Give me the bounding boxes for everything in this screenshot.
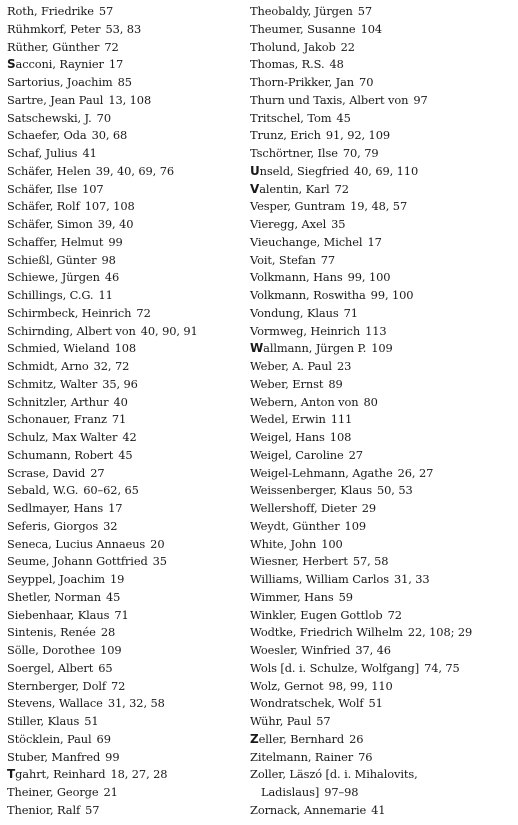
index-entry-pages: 40 [113,394,128,409]
index-entry-pages: 46 [104,270,120,285]
section-initial-letter: V [250,181,260,196]
index-entry-name: Volkmann, Roswitha [250,288,366,302]
index-entry-pages: 13, 108 [108,92,152,107]
index-entry-name: Vieregg, Axel [250,217,327,231]
index-entry [250,482,512,500]
index-entry [7,163,245,181]
index-entry-name: Scrase, David [7,465,86,480]
section-initial-letter: S [7,57,16,72]
index-entry [7,340,245,358]
index-entry-name: Woesler, Winfried [250,643,351,657]
section-initial-letter: T [7,767,16,782]
index-entry [250,536,512,554]
index-entry-pages: 22, 108; 29 [407,625,473,640]
index-entry [250,127,512,145]
index-entry [250,749,512,767]
index-entry-pages: 108 [329,430,352,444]
index-entry-name: Weydt, Günther [250,518,340,533]
index-entry [250,234,512,252]
index-entry-pages: 99, 100 [347,270,391,285]
index-entry-name: Williams, William Carlos [250,572,389,586]
index-entry-name: Vormweg, Heinrich [250,323,361,338]
index-entry-name: Webern, Anton von [250,394,359,409]
index-entry [7,145,245,163]
index-entry [250,305,512,323]
index-entry [7,749,245,767]
index-entry-pages: 98, 99, 110 [328,678,393,693]
index-entry-name: Seyppel, Joachim [7,572,105,586]
index-entry-pages: 91, 92, 109 [325,128,391,143]
index-entry-name: Schumann, Robert [7,447,114,462]
index-entry [7,74,245,92]
index-entry [250,198,512,216]
index-entry [250,21,512,39]
index-entry-name: Schmied, Wieland [7,341,110,356]
index-entry-pages: 57 [316,714,331,728]
index-entry-pages: 37, 46 [355,643,391,657]
index-entry-name: Stiller, Klaus [7,714,80,728]
index-entry-pages: 100 [321,536,343,551]
index-entry [7,21,245,39]
index-entry [7,607,245,625]
index-entry-pages: 71 [111,412,127,427]
index-entry [7,571,245,589]
index-entry-name: Sölle, Dorothee [7,643,96,657]
index-entry-pages: 21 [103,785,118,799]
index-entry-name: Zornack, Annemarie [250,802,367,817]
index-entry-name: Theiner, George [7,785,99,799]
index-entry [7,536,245,554]
index-entry [7,589,245,607]
index-entry-name: Schillings, C.G. [7,288,94,302]
index-entry [7,3,245,21]
index-entry-name: Thurn und Taxis, Albert von [250,92,409,107]
index-entry [250,269,512,287]
index-entry-name: Schmidt, Arno [7,359,89,373]
index-entry-name: Zoller, Läszó [d. i. Mihalovits, [250,767,418,782]
index-entry-name: Zitelmann, Rainer [250,749,354,764]
index-entry-name: Wiesner, Herbert [250,554,348,569]
index-entry-name: Weissenberger, Klaus [250,483,372,498]
index-entry-name: Tschörtner, Ilse [250,146,338,160]
index-entry-pages: 18, 27, 28 [110,767,168,782]
index-entry-pages: 107 [82,181,104,196]
index-entry [7,802,245,820]
index-entry [250,340,512,358]
index-entry-name: Trunz, Erich [250,128,321,143]
index-entry-name: Schäfer, Helen [7,163,91,178]
index-entry-pages: 39, 40 [97,217,134,231]
index-entry [7,447,245,465]
index-entry [250,145,512,163]
index-entry-pages: 80 [363,394,378,409]
index-entry-pages: 70 [359,75,374,89]
index-entry-pages: 111 [330,412,353,427]
index-entry-name: Theumer, Susanne [250,21,356,36]
section-initial-letter: W [250,341,264,356]
index-entry-name: Weigel, Caroline [250,447,344,462]
index-entry-pages: 50, 53 [377,483,413,498]
index-entry-pages: 71 [343,305,358,320]
index-entry-pages: 97 [413,92,428,107]
index-entry [250,181,512,199]
index-entry [250,571,512,589]
index-column-right [250,3,512,820]
index-entry [250,163,512,181]
index-entry-pages: 72 [111,678,126,693]
index-entry-name: Stevens, Wallace [7,696,103,711]
index-entry-name: Stuber, Manfred [7,749,101,764]
index-entry-name: Wodtke, Friedrich Wilhelm [250,625,403,640]
index-entry-pages: 11 [98,288,113,302]
index-entry-pages: 69 [96,731,111,746]
index-entry [7,92,245,110]
index-entry-pages: 17 [108,501,123,515]
index-column-left [7,3,245,820]
index-entry-name: Schießl, Günter [7,252,97,267]
index-entry-pages: 28 [100,625,116,640]
index-entry-name: Sternberger, Dolf [7,678,106,693]
index-entry [250,216,512,234]
index-entry [7,660,245,678]
index-entry [7,624,245,642]
index-entry-name: Roth, Friedrike [7,4,94,18]
index-entry [7,678,245,696]
index-entry-name: Shetler, Norman [7,589,101,604]
index-entry-name: Wühr, Paul [250,714,312,728]
index-entry-name: Tholund, Jakob [250,39,336,54]
index-entry-pages: 109 [344,518,366,533]
index-entry [250,589,512,607]
index-entry-pages: 35 [331,217,346,231]
index-entry-name: Schäfer, Ilse [7,181,78,196]
index-entry-pages: 51 [368,696,383,711]
index-entry-name: Schirnding, Albert von [7,323,136,338]
index-entry-name: Weigel, Hans [250,430,325,444]
index-entry-name: Weber, Ernst [250,376,324,391]
index-entry-name: Stöcklein, Paul [7,731,92,746]
index-entry-pages: 27 [90,465,105,480]
index-entry [7,429,245,447]
index-entry-name: Thomas, R.S. [250,57,325,72]
index-entry-name: Wallmann, Jürgen P. [250,341,367,356]
index-entry [250,553,512,571]
index-entry [7,642,245,660]
index-entry-name: Wellershoff, Dieter [250,501,357,515]
index-entry-name: Wedel, Erwin [250,412,326,427]
index-entry-name: Ladislaus] [261,785,320,799]
index-entry-pages: 19 [109,572,125,586]
index-entry [7,713,245,731]
index-entry-pages: 72 [104,39,119,54]
index-entry [250,713,512,731]
index-entry-pages: 42 [122,430,137,444]
index-entry-pages: 41 [82,146,97,160]
index-entry [7,269,245,287]
index-entry-pages: 71 [114,607,129,622]
index-entry-name: Siebenhaar, Klaus [7,607,110,622]
index-entry [250,429,512,447]
index-entry-name: Tgahrt, Reinhard [7,767,106,782]
index-entry-name: Schaf, Julius [7,146,78,160]
index-entry [7,39,245,57]
index-entry [7,323,245,341]
index-entry-pages: 32 [103,518,118,533]
index-entry-pages: 17 [108,57,124,72]
index-entry [250,784,512,802]
index-entry [7,287,245,305]
index-entry-pages: 29 [361,501,376,515]
index-entry-pages: 99 [108,234,123,249]
index-entry-name: Theobaldy, Jürgen [250,4,353,18]
index-entry [250,731,512,749]
index-entry [250,447,512,465]
index-entry-pages: 85 [117,75,132,89]
index-entry [250,607,512,625]
index-entry [250,376,512,394]
index-entry [250,3,512,21]
index-entry-name: Voit, Stefan [250,252,316,267]
index-entry-name: Schulz, Max Walter [7,430,118,444]
index-entry-pages: 98 [101,252,116,267]
index-entry [250,110,512,128]
index-entry-pages: 89 [328,376,343,391]
index-entry-name: Tritschel, Tom [250,110,332,125]
index-entry-name: Schaffer, Helmut [7,234,104,249]
index-entry-name: Seferis, Giorgos [7,518,99,533]
index-entry-pages: 72 [334,181,349,196]
index-entry [7,127,245,145]
index-entry-pages: 109 [100,643,122,657]
index-entry-pages: 72 [387,607,402,622]
index-entry-pages: 39, 40, 69, 76 [95,163,175,178]
index-entry-pages: 57 [357,4,373,18]
index-entry-name: Weigel-Lehmann, Agathe [250,465,393,480]
index-entry [7,553,245,571]
index-entry [250,500,512,518]
index-entry [7,784,245,802]
index-entry [7,56,245,74]
index-entry-name: Thenior, Ralf [7,802,81,817]
index-entry-name: White, John [250,536,317,551]
index-entry-pages: 31, 32, 58 [107,696,165,711]
index-entry [7,482,245,500]
index-entry [7,695,245,713]
index-entry-pages: 107, 108 [84,199,135,214]
index-entry-pages: 113 [365,323,387,338]
index-entry-pages: 57 [85,802,100,817]
index-entry-pages: 32, 72 [93,359,130,373]
index-entry-pages: 41 [371,802,386,817]
index-entry-name: Wimmer, Hans [250,589,334,604]
index-entry-name: Sedlmayer, Hans [7,501,104,515]
section-initial-letter: Z [250,731,259,746]
index-entry-pages: 57, 58 [352,554,389,569]
index-entry [7,376,245,394]
index-entry-name: Wols [d. i. Schulze, Wolfgang] [250,660,420,675]
section-initial-letter: U [250,163,260,178]
index-entry-pages: 26 [349,731,364,746]
index-entry [250,358,512,376]
index-entry-name: Sartre, Jean Paul [7,92,104,107]
index-entry-pages: 70 [96,110,111,125]
index-entry [250,624,512,642]
index-entry [7,394,245,412]
index-entry-name: Schaefer, Oda [7,128,87,143]
index-entry-pages: 51 [84,714,99,728]
index-entry [250,252,512,270]
index-entry [7,252,245,270]
index-entry-pages: 48 [329,57,344,72]
index-entry-name: Soergel, Albert [7,660,94,675]
index-entry-pages: 17 [367,234,382,249]
index-entry-name: Unseld, Siegfried [250,163,349,178]
index-entry-pages: 74, 75 [424,660,460,675]
index-entry-name: Thorn-Prikker, Jan [250,75,355,89]
index-entry [7,766,245,784]
index-entry-name: Seume, Johann Gottfried [7,554,148,569]
index-entry [7,465,245,483]
index-entry-pages: 23 [336,359,352,373]
index-entry [250,39,512,57]
index-entry [250,394,512,412]
index-entry-pages: 30, 68 [91,128,128,143]
index-entry [7,731,245,749]
index-entry-pages: 59 [338,589,353,604]
index-entry-name: Valentin, Karl [250,181,330,196]
index-entry-pages: 45 [105,589,121,604]
index-entry [250,642,512,660]
index-entry-name: Winkler, Eugen Gottlob [250,607,383,622]
index-entry-name: Schonauer, Franz [7,412,107,427]
index-entry-name: Weber, A. Paul [250,359,332,373]
index-entry-pages: 70, 79 [342,146,379,160]
index-entry-pages: 76 [358,749,373,764]
index-entry [7,358,245,376]
index-entry-pages: 99 [105,749,120,764]
index-entry-name: Sintenis, Renée [7,625,96,640]
index-entry-name: Schäfer, Rolf [7,199,80,214]
index-entry-pages: 60–62, 65 [83,483,139,498]
index-entry-pages: 35 [152,554,167,569]
index-entry-name: Vondung, Klaus [250,305,339,320]
index-entry-name: Rüther, Günther [7,39,100,54]
index-entry [7,305,245,323]
index-entry-name: Schäfer, Simon [7,217,93,231]
index-entry-pages: 45 [336,110,351,125]
index-entry [250,465,512,483]
index-entry [250,411,512,429]
index-entry-pages: 31, 33 [393,572,430,586]
index-entry-pages: 77 [320,252,336,267]
index-entry-name: Schirmbeck, Heinrich [7,305,132,320]
index-entry [250,695,512,713]
index-entry [7,234,245,252]
index-entry-pages: 99, 100 [370,288,414,302]
index-entry-name: Sartorius, Joachim [7,75,113,89]
index-entry [250,92,512,110]
index-entry [250,287,512,305]
index-entry [250,766,512,784]
index-entry [250,56,512,74]
index-entry-name: Zeller, Bernhard [250,731,345,746]
index-entry-name: Rühmkorf, Peter [7,21,101,36]
index-entry-pages: 40, 69, 110 [353,163,419,178]
index-entry-name: Volkmann, Hans [250,270,343,285]
index-entry-name: Wolz, Gernot [250,678,324,693]
index-entry-pages: 72 [136,305,151,320]
index-entry-pages: 19, 48, 57 [350,199,408,214]
index-entry-pages: 65 [98,660,113,675]
index-entry-pages: 109 [371,341,393,356]
index-entry [7,216,245,234]
index-entry-pages: 40, 90, 91 [140,323,198,338]
index-entry [250,660,512,678]
index-entry [7,518,245,536]
index-entry [7,198,245,216]
index-entry-name: Schmitz, Walter [7,376,98,391]
index-entry-pages: 22 [340,39,355,54]
index-entry-pages: 35, 96 [102,376,138,391]
index-entry-pages: 45 [118,447,133,462]
index-entry-name: Wondratschek, Wolf [250,696,364,711]
index-entry-pages: 26, 27 [397,465,434,480]
index-entry [7,500,245,518]
index-entry-pages: 97–98 [324,785,359,799]
index-entry-pages: 104 [360,21,383,36]
index-entry-pages: 57 [98,4,114,18]
index-entry-name: Sacconi, Raynier [7,57,104,72]
index-entry-name: Vieuchange, Michel [250,234,363,249]
index-entry-name: Sebald, W.G. [7,483,79,498]
index-entry [250,678,512,696]
index-entry [250,802,512,820]
index-entry-pages: 53, 83 [105,21,142,36]
index-entry-name: Schiewe, Jürgen [7,270,100,285]
index-entry-pages: 20 [150,536,165,551]
index-entry [250,74,512,92]
index-entry [250,323,512,341]
index-entry-name: Vesper, Guntram [250,199,346,214]
index-entry [7,181,245,199]
index-entry [7,411,245,429]
index-entry [7,110,245,128]
index-entry-pages: 27 [348,447,363,462]
index-entry [250,518,512,536]
index-entry-name: Seneca, Lucius Annaeus [7,536,146,551]
index-entry-name: Satschewski, J. [7,110,92,125]
index-entry-pages: 108 [114,341,137,356]
index-entry-name: Schnitzler, Arthur [7,394,109,409]
